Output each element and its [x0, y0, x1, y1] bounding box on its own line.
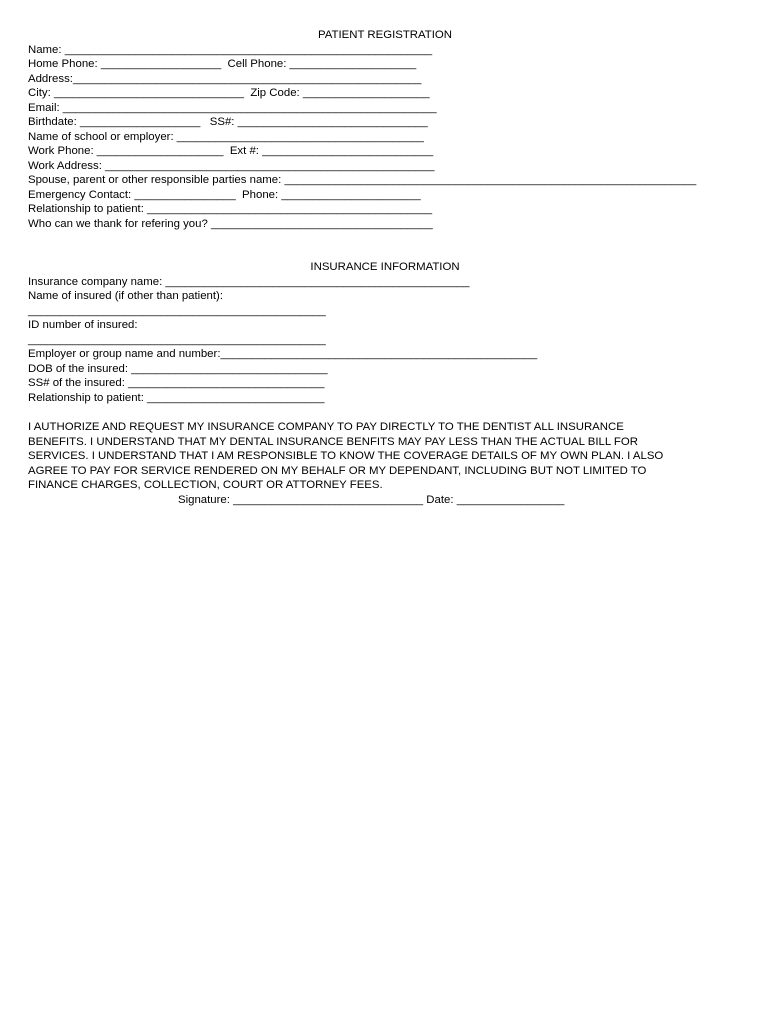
authorization-paragraph	[28, 420, 748, 493]
dob-insured-field[interactable]: DOB of the insured: _______________________________	[28, 363, 328, 375]
name-of-insured-label: Name of insured (if other than patient):	[28, 290, 224, 302]
insurance-information-title: INSURANCE INFORMATION	[310, 261, 460, 273]
relationship-field[interactable]: Relationship to patient: _____________________________________________	[28, 203, 433, 215]
insurance-company-field[interactable]: Insurance company name: ________________________________________________	[28, 276, 470, 288]
address-field[interactable]: Address:_______________________________________________________	[28, 73, 422, 85]
work-address-field[interactable]: Work Address: ____________________________________________________	[28, 160, 435, 172]
name-field[interactable]: Name: __________________________________________________________	[28, 44, 433, 56]
responsible-party-field[interactable]: Spouse, parent or other responsible parties name: _________________________________________________________________	[28, 174, 697, 186]
authorization-line: SERVICES. I UNDERSTAND THAT I AM RESPONSIBLE TO KNOW THE COVERAGE DETAILS OF MY OWN PLAN. I ALSO	[28, 450, 664, 463]
authorization-line: AGREE TO PAY FOR SERVICE RENDERED ON MY BEHALF OR MY DEPENDANT, INCLUDING BUT NOT LIMITED TO	[28, 464, 647, 477]
city-zip-field[interactable]: City: ______________________________ Zip Code: ____________________	[28, 87, 430, 99]
signature-date-field[interactable]: Signature: ______________________________ Date: _________________	[178, 494, 565, 506]
authorization-line: I AUTHORIZE AND REQUEST MY INSURANCE COMPANY TO PAY DIRECTLY TO THE DENTIST ALL INSURANCE	[28, 421, 624, 433]
employer-group-field[interactable]: Employer or group name and number:__________________________________________________	[28, 348, 538, 360]
id-number-label: ID number of insured:	[28, 319, 138, 331]
work-phone-ext-field[interactable]: Work Phone: ____________________ Ext #: ___________________________	[28, 145, 434, 157]
emergency-contact-field[interactable]: Emergency Contact: ________________ Phone: ______________________	[28, 189, 421, 201]
insured-relationship-field[interactable]: Relationship to patient: ____________________________	[28, 392, 325, 404]
authorization-line: BENEFITS. I UNDERSTAND THAT MY DENTAL INSURANCE BENFITS MAY PAY LESS THAN THE ACTUAL BILL FOR	[28, 435, 638, 448]
school-employer-field[interactable]: Name of school or employer: _______________________________________	[28, 131, 424, 143]
id-number-blank[interactable]: _______________________________________________	[28, 334, 326, 346]
birthdate-ssn-field[interactable]: Birthdate: ___________________ SS#: ______________________________	[28, 116, 428, 128]
email-field[interactable]: Email: ___________________________________________________________	[28, 102, 437, 114]
home-cell-phone-field[interactable]: Home Phone: ___________________ Cell Phone: ____________________	[28, 58, 417, 70]
name-of-insured-blank[interactable]: _______________________________________________	[28, 305, 326, 317]
ssn-insured-field[interactable]: SS# of the insured: _______________________________	[28, 377, 325, 389]
patient-registration-title: PATIENT REGISTRATION	[318, 29, 452, 41]
authorization-line: FINANCE CHARGES, COLLECTION, COURT OR ATTORNEY FEES.	[28, 479, 383, 492]
referral-field[interactable]: Who can we thank for refering you? ___________________________________	[28, 218, 433, 230]
